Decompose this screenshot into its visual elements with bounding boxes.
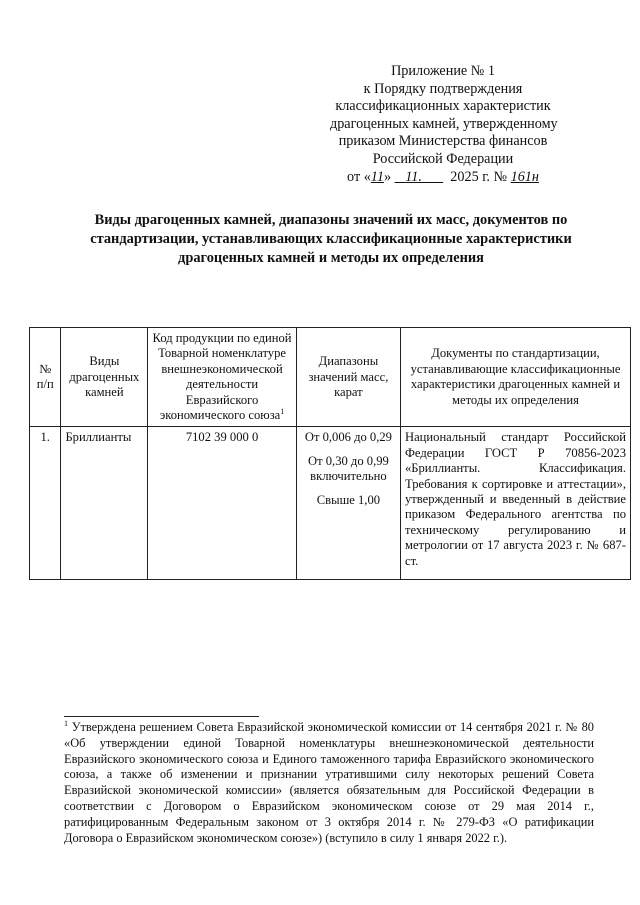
table-row xyxy=(30,427,631,580)
document-title xyxy=(70,211,592,268)
title-line: Виды драгоценных камней, диапазоны значений их масс, документов по xyxy=(94,212,568,228)
range-item: Свыше 1,00 xyxy=(316,492,381,507)
header-docs: Документы по стандартизации, устанавливающие классификационные характеристики драгоценных камней и методы их определения xyxy=(400,328,630,427)
footnote-text: Утверждена решением Совета Евразийской экономической комиссии от 14 сентября 2021 г. № 80 «Об утверждении единой Товарной номенклатуры внешнеэкономической деятельности Евразийского экономического союза и Единого таможенного тарифа Евразийского экономического союза, а также об изменении и признании утратившими силу некоторых решений Совета Евразийской экономической комиссии» (является обязательным для Российской Федерации в соответствии с Договором о Евразийском экономическом союзе от 29 мая 2014 г., ратифицированным Федеральным законом от 3 октября 2014 г. № 279-ФЗ «О ратификации Договора о Евразийском экономическом союзе») (вступило в силу 1 января 2022 г.). xyxy=(64,720,594,845)
title-line: стандартизации, устанавливающих классификационные характеристики xyxy=(90,231,572,247)
date-month xyxy=(395,169,444,185)
header-code xyxy=(148,328,297,427)
header-line: приказом Министерства финансов xyxy=(338,133,548,150)
range-item: От 0,30 до 0,99 включительно xyxy=(308,453,389,484)
header-types: Виды драгоценных камней xyxy=(61,328,148,427)
header-line: классификационных характеристик xyxy=(335,98,551,115)
order-date-line xyxy=(330,169,556,187)
date-year: 2025 г. № xyxy=(450,168,508,185)
cell-ranges xyxy=(296,427,400,580)
footnote xyxy=(64,720,594,846)
cell-type: Бриллианты xyxy=(61,427,148,580)
cell-code: 7102 39 000 0 xyxy=(148,427,297,580)
header-line: Приложение № 1 xyxy=(391,63,495,79)
table-header-row xyxy=(30,328,631,427)
header-line: драгоценных камней, утвержденному xyxy=(330,115,558,132)
header-ranges: Диапазоны значений масс, карат xyxy=(296,328,400,427)
footnote-ref: 1 xyxy=(280,406,285,416)
footnote-divider xyxy=(64,716,259,717)
order-number: 161н xyxy=(510,168,539,185)
appendix-header xyxy=(330,63,556,186)
header-line: к Порядку подтверждения xyxy=(363,80,523,97)
header-line: Российской Федерации xyxy=(372,150,514,167)
range-item: От 0,006 до 0,29 xyxy=(304,430,392,445)
title-line: драгоценных камней и методы их определения xyxy=(178,250,484,266)
cell-num: 1. xyxy=(30,427,61,580)
date-prefix: от « xyxy=(347,168,371,185)
cell-docs: Национальный стандарт Российской Федерации ГОСТ Р 70856-2023 «Бриллианты. Классификация. Требования к сортировке и аттестации», утвержденный и введенный в действие приказом Федерального агентства по техническому регулированию и метрологии от 17 августа 2023 г. № 687-ст. xyxy=(400,427,630,580)
footnote-mark: 1 xyxy=(64,718,68,728)
gemstones-table xyxy=(29,327,631,580)
date-month-value: 11. xyxy=(405,168,422,185)
date-close: » xyxy=(383,168,392,185)
date-day: 11 xyxy=(370,168,384,185)
header-code-text: Код продукции по единой Товарной номенклатуре внешнеэкономической деятельности Евразийского экономического союза xyxy=(152,331,292,423)
header-num: № п/п xyxy=(30,328,61,427)
